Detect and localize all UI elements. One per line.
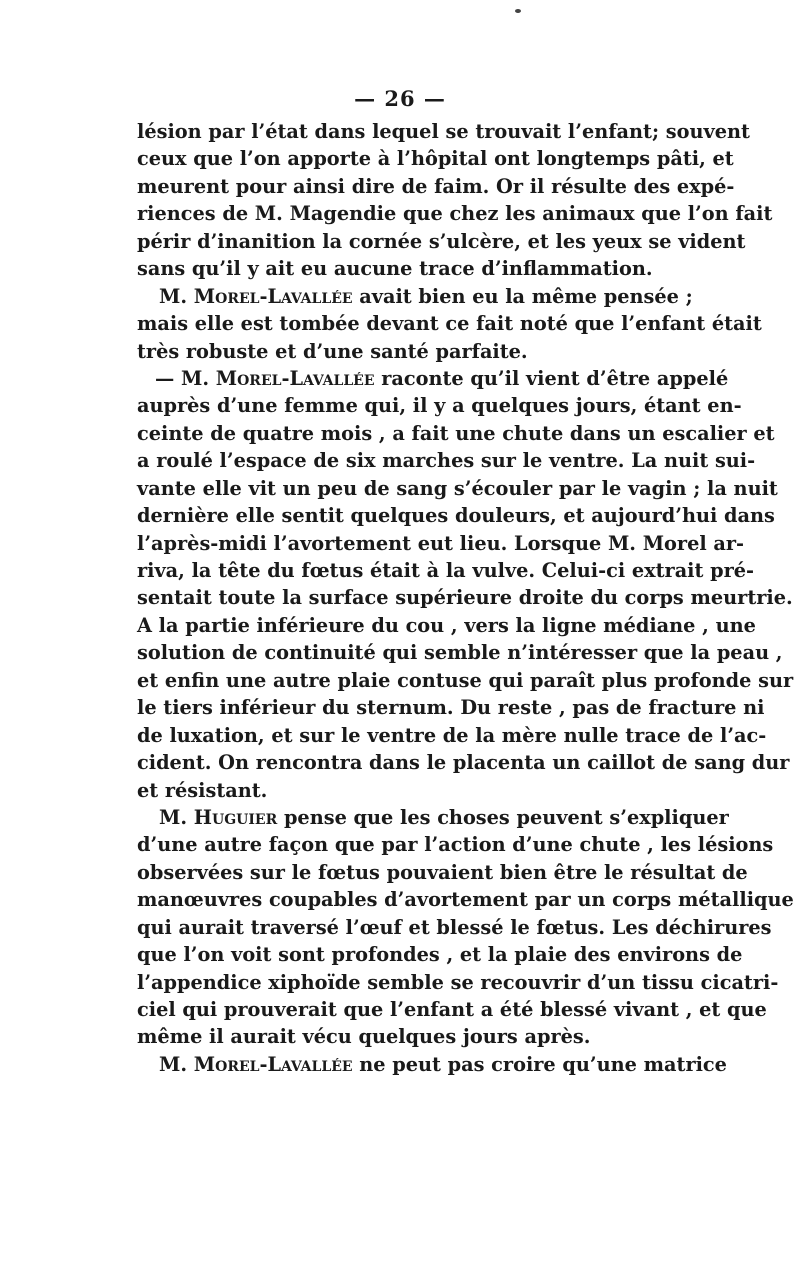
text-body (137, 118, 794, 1078)
first-line-text: pense que les choses peuvent s’expliquer (277, 805, 729, 829)
text-line: auprès d’une femme qui, il y a quelques jours, étant en- (137, 394, 742, 418)
speaker-name: Morel-Lavallée (193, 284, 353, 308)
speaker-name: Morel-Lavallée (193, 1052, 353, 1076)
text-line: de luxation, et sur le ventre de la mère nulle trace de l’ac- (137, 723, 767, 747)
text-line: vante elle vit un peu de sang s’écouler par le vagin ; la nuit (137, 476, 778, 500)
text-line: observées sur le fœtus pouvaient bien être le résultat de (137, 860, 748, 884)
text-line: solution de continuité qui semble n’intéresser que la peau , (137, 641, 783, 665)
text-line: et enfin une autre plaie contuse qui paraît plus profonde sur (137, 668, 794, 692)
text-line: le tiers inférieur du sternum. Du reste , pas de fracture ni (137, 696, 765, 720)
text-line: périr d’inanition la cornée s’ulcère, et les yeux se vident (137, 229, 746, 253)
text-line: même il aurait vécu quelques jours après. (137, 1025, 591, 1049)
paragraph-first-line (137, 1051, 727, 1078)
text-line: très robuste et d’une santé parfaite. (137, 339, 528, 363)
speaker-prefix: M. (159, 1052, 194, 1076)
speaker-name: Morel-Lavallée (215, 366, 375, 390)
text-line: cident. On rencontra dans le placenta un caillot de sang dur (137, 751, 790, 775)
text-line: ceux que l’on apporte à l’hôpital ont longtemps pâti, et (137, 147, 734, 171)
text-line: sans qu’il y ait eu aucune trace d’inflammation. (137, 257, 653, 281)
text-line: et résistant. (137, 778, 268, 802)
paragraph-first-line (137, 283, 693, 310)
text-line: riva, la tête du fœtus était à la vulve. Celui-ci extrait pré- (137, 559, 755, 582)
text-line: A la partie inférieure du cou , vers la ligne médiane , une (137, 613, 756, 637)
text-line: riences de M. Magendie que chez les animaux que l’on fait (137, 202, 773, 226)
text-line: l’appendice xiphoïde semble se recouvrir d’un tissu cicatri- (137, 970, 779, 994)
speaker-prefix: M. (159, 284, 194, 308)
paragraph-first-line (137, 365, 729, 392)
text-line: ceinte de quatre mois , a fait une chute dans un escalier et (137, 421, 775, 445)
text-line: dernière elle sentit quelques douleurs, et aujourd’hui dans (137, 504, 775, 528)
text-line: d’une autre façon que par l’action d’une chute , les lésions (137, 833, 774, 857)
paragraph-first-line (137, 804, 729, 831)
first-line-text: avait bien eu la même pensée ; (352, 284, 693, 308)
speaker-prefix: M. (159, 805, 194, 829)
text-line: l’après-midi l’avortement eut lieu. Lorsque M. Morel ar- (137, 531, 745, 555)
text-line: mais elle est tombée devant ce fait noté que l’enfant était (137, 312, 762, 336)
speaker-name: Huguier (193, 805, 278, 829)
text-line: qui aurait traversé l’œuf et blessé le fœtus. Les déchirures (137, 915, 772, 939)
text-line: a roulé l’espace de six marches sur le ventre. La nuit sui- (137, 449, 756, 473)
text-line: lésion par l’état dans lequel se trouvait l’enfant; souvent (137, 120, 750, 143)
text-line: que l’on voit sont profondes , et la plaie des environs de (137, 943, 743, 967)
first-line-text: ne peut pas croire qu’une matrice (352, 1052, 727, 1076)
first-line-text: raconte qu’il vient d’être appelé (374, 366, 729, 390)
ink-speck (515, 9, 521, 13)
speaker-prefix: — M. (155, 366, 216, 390)
text-line: manœuvres coupables d’avortement par un corps métallique (137, 888, 794, 912)
page-number: — 26 — (354, 86, 446, 111)
text-line: meurent pour ainsi dire de faim. Or il résulte des expé- (137, 174, 735, 198)
text-line: sentait toute la surface supérieure droite du corps meurtrie. (137, 586, 793, 610)
text-line: ciel qui prouverait que l’enfant a été blessé vivant , et que (137, 998, 767, 1021)
